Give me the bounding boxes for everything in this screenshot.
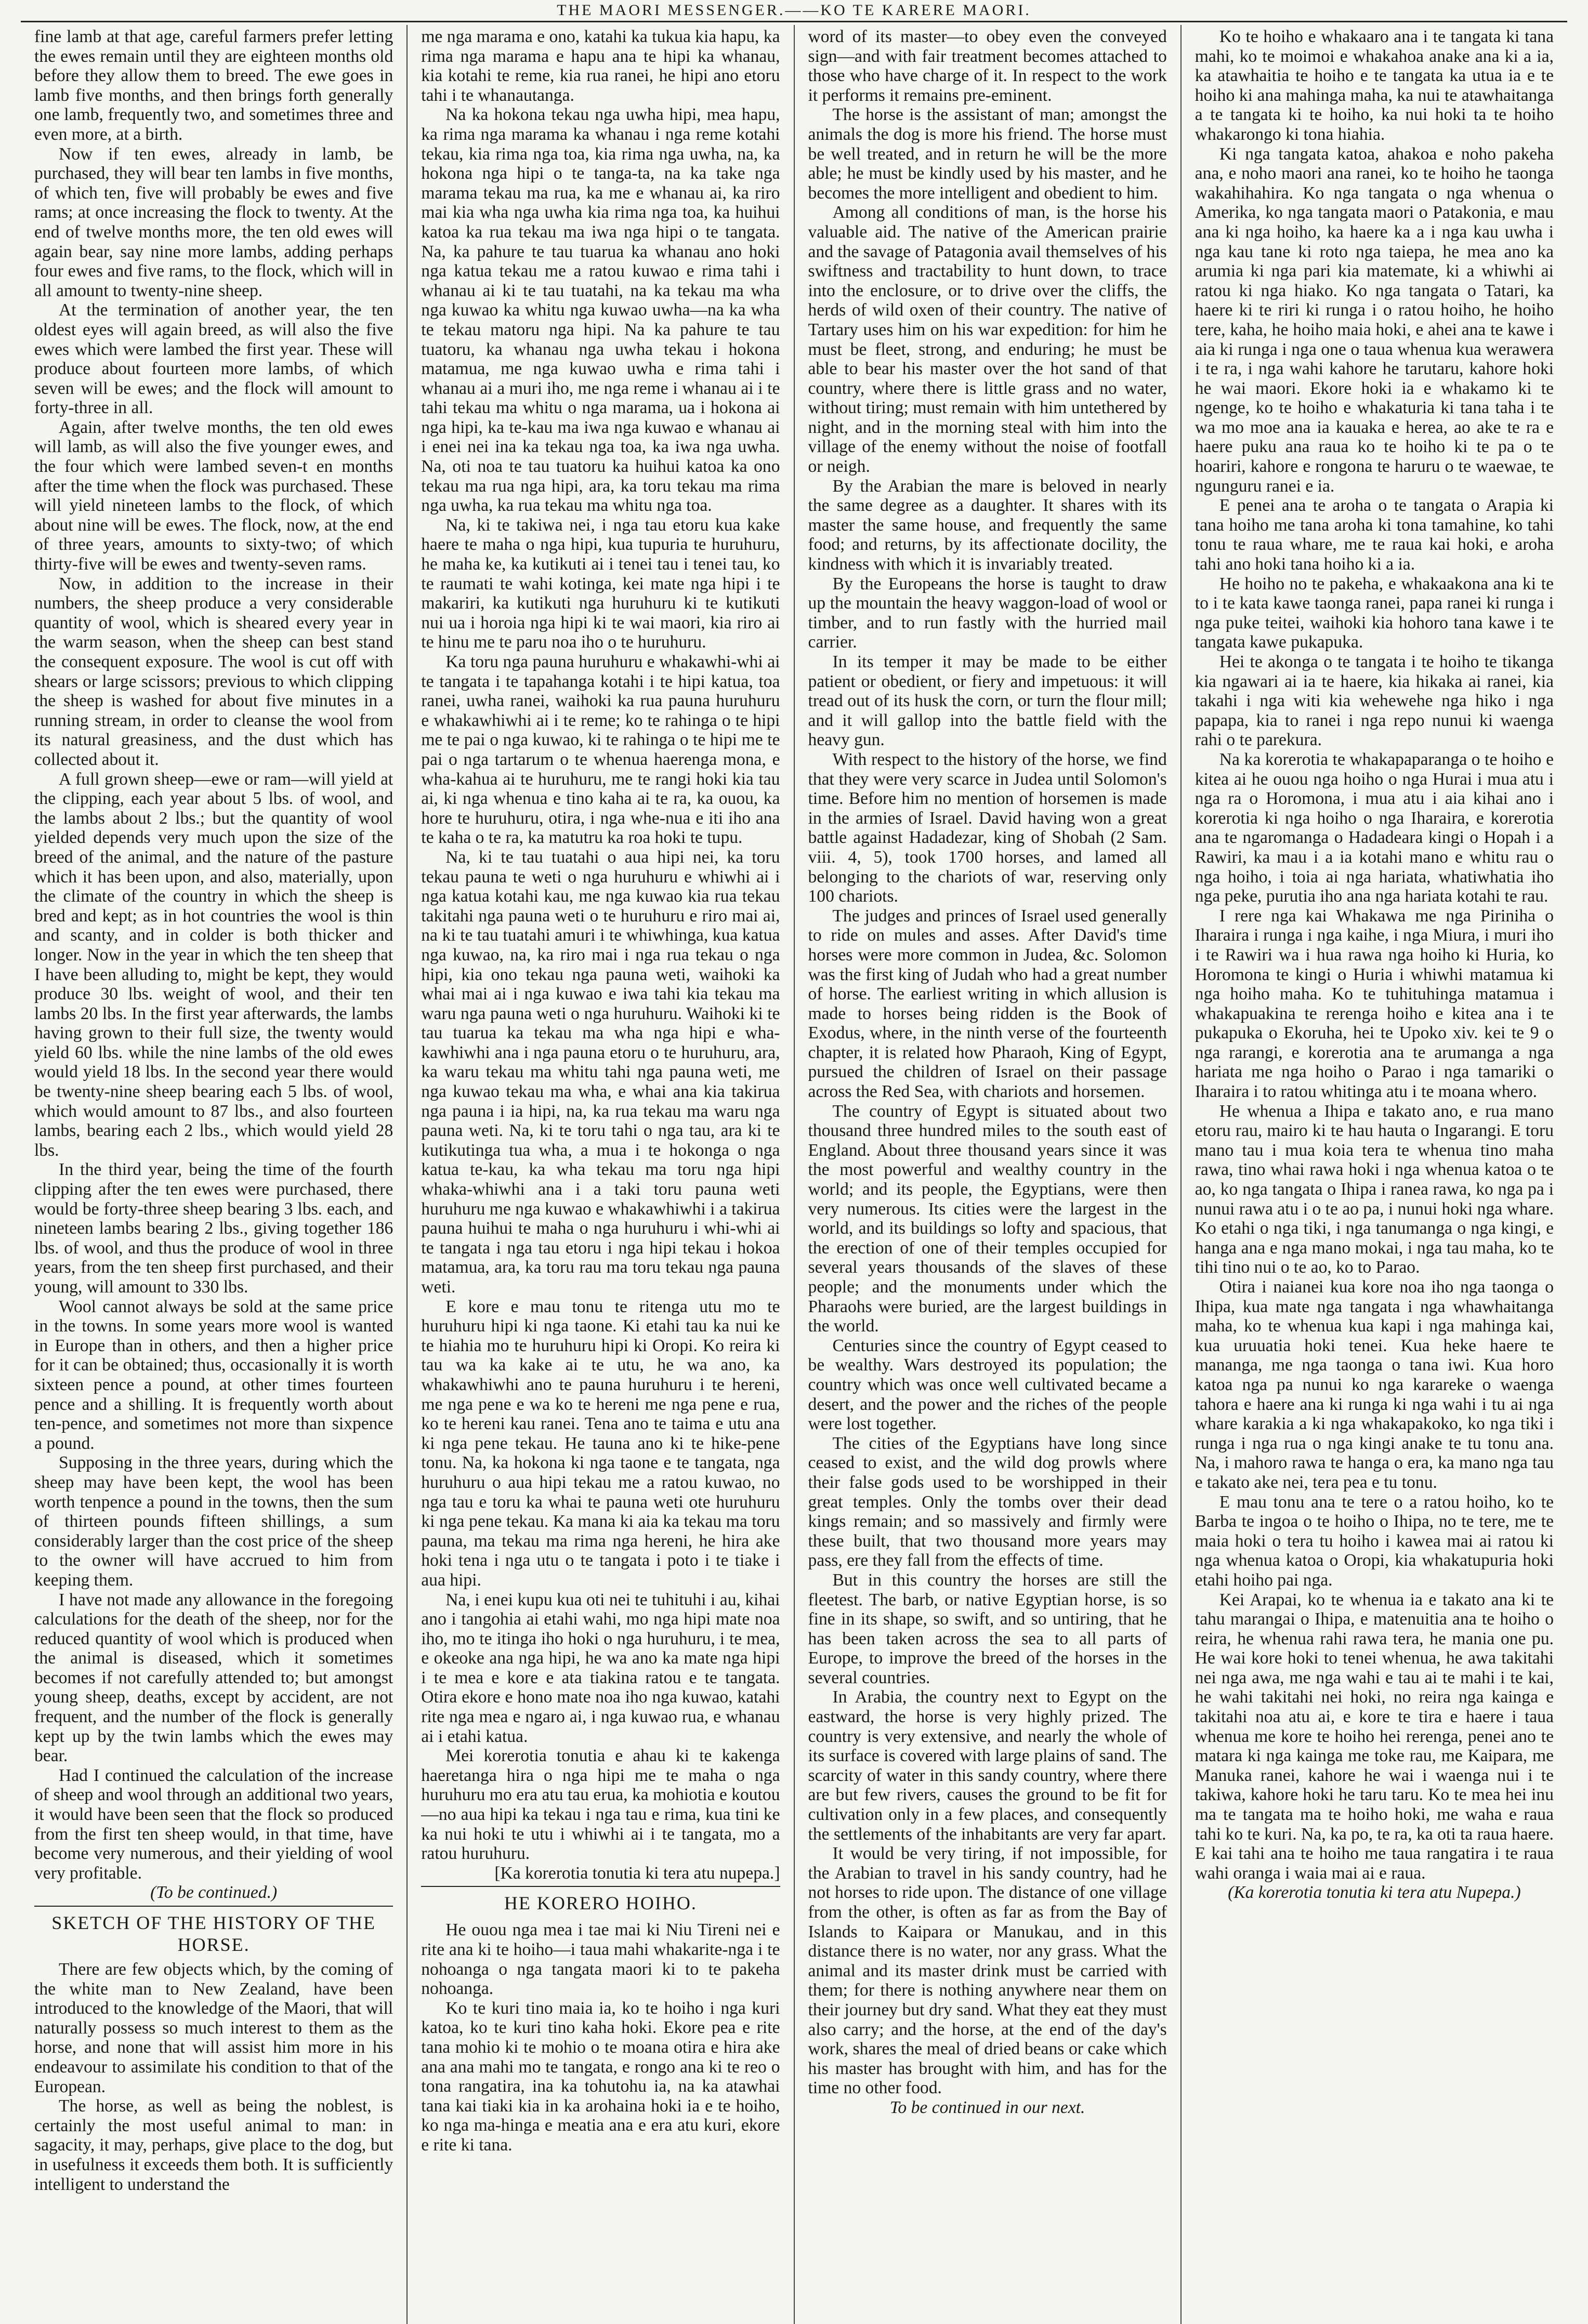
paragraph: Otira i naianei kua kore noa iho nga taonga o Ihipa, kua mate nga tangata i nga whawhaitanga maha, ko te whenua kua kapi i nga mahinga kai, kua uruuatia hoki tenei. Kua heke haere te mananga, me nga taonga o tana iwi. Kua horo katoa nga pa nunui ko nga karareke o waenga tahora e haere ana ki runga ki nga wahi i tu ai nga whare karakia a ki nga whakapakoko, ko nga tiki i runga i nga rua o nga kingi anake te tu tonu ana. Na, i mahoro rawa te hanga o era, ka mano nga tau e takato ake nei, tera pea e tu tonu. xyxy=(1195,1277,1554,1492)
paragraph: It would be very tiring, if not impossible, for the Arabian to travel in his sandy country, had he not horses to ride upon. The distance of one village from the other, is often as far as from the Bay of Islands to Kaipara or Manukau, and in this distance there is no water, nor any grass. What the animal and its master drink must be carried with them; for there is nothing anywhere near them on their journey but dry sand. What they eat they must also carry; and the horse, at the end of the day's work, shares the meal of dried beans or cake which his master has brought with him, and has for the time no other food. xyxy=(808,1844,1167,2098)
column-1 xyxy=(21,25,408,2324)
paragraph: Ka toru nga pauna huruhuru e whakawhi-whi ai te tangata i te tapahanga kotahi i te hipi katua, toa ranei, uwha ranei, waihoki ka rua pauna huruhuru e whakawhiwhi ai i te reme; ko te rahinga o te hipi me te pai o nga kuwao, ki te rahinga o te hipi me te pai o nga tartarum o te whenua haerenga mona, e wha-kahua ai te huruhuru, me te rangi hoki kia tau ai, ki nga whenua e tino kaha ai te ra, ka ouou, ka hore te huruhuru, otira, i nga whe-nua e iti iho ana te kaha o te ra, ka matutru ka roa hoki te tupu. xyxy=(421,652,780,848)
paragraph: The country of Egypt is situated about two thousand three hundred miles to the south east of England. About three thousand years since it was the most powerful and wealthy country in the world; and its people, the Egyptians, were then very numerous. Its cities were the largest in the world, and its buildings so lofty and spacious, that the erection of one of their temples occupied for several years thousands of the slaves of these people; and the monuments under which the Pharaohs were buried, are the largest buildings in the world. xyxy=(808,1101,1167,1336)
paragraph: I have not made any allowance in the foregoing calculations for the death of the sheep, nor for the reduced quantity of wool which is produced when the animal is diseased, which it sometimes becomes if not carefully attended to; but amongst young sheep, deaths, except by accident, are not frequent, and the number of the flock is generally kept up by the twin lambs which the ewes may bear. xyxy=(34,1590,393,1766)
paragraph: By the Europeans the horse is taught to draw up the mountain the heavy waggon-load of wool or timber, and to run fastly with the hurried mail carrier. xyxy=(808,574,1167,652)
paragraph: fine lamb at that age, careful farmers prefer letting the ewes remain until they are eighteen months old before they allow them to breed. The ewe goes in lamb five months, and then brings forth generally one lamb, frequently two, and sometimes three and even more, at a birth. xyxy=(34,27,393,144)
paragraph: Centuries since the country of Egypt ceased to be wealthy. Wars destroyed its population; the country which was once well cultivated became a desert, and the power and the riches of the people were lost together. xyxy=(808,1336,1167,1434)
paragraph: Kei Arapai, ko te whenua ia e takato ana ki te tahu marangai o Ihipa, e matenuitia ana te hoiho o reira, he whenua rahi rawa tera, he mania one pu. He wai kore hoki to tenei whenua, he awa takitahi nei nga awa, me nga wahi e tau ai te mahi i te kai, he wahi takitahi nei hoki, no reira nga kainga e takitahi noa atu ai, e kore te tira e haere i taua whenua me kore te hoiho hei rerenga, penei ano te matara ki nga kainga me toke rau, me Kaipara, me Manuka ranei, kahore he wai i waenga nui i te takiwa, kahore hoki he taru taru. Ko te mea hei inu ma te tangata ma te hoiho hoki, me waha e raua tahi ko te kuri. Na, ka po, te ra, ka oti ta raua haere. E kai tahi ana te hoiho me taua rangatira i te raua wahi oranga i waia mai ai e raua. xyxy=(1195,1590,1554,1883)
paragraph: me nga marama e ono, katahi ka tukua kia hapu, ka rima nga marama e hapu ana te hipi ka whanau, kia kotahi te reme, kia rua ranei, he hipi ano etoru tahi i te whanautanga. xyxy=(421,27,780,105)
paragraph: E kore e mau tonu te ritenga utu mo te huruhuru hipi ki nga taone. Ki etahi tau ka nui ke te hiahia mo te huruhuru hipi ki Oropi. Ko reira ki tau wa ka kake ai te utu, he wa ano, ka whakawhiwhi ano te pauna huruhuru i te hereni, me nga pene e wa ko te hereni me nga pene e rua, ko te hereni kau ranei. Tena ano te taima e utu ana ki nga pene tekau. He tauna ano ki te hike-pene tonu. Na, ka hokona ki nga taone e te tangata, nga huruhuru o aua hipi tekau me a ratou kuwao, no nga tau e toru ka whai te pauna weti ote huruhuru ki nga pene tekau. Ka mana ki aia ka tekau ma toru pauna, ma tekau ma rima nga hereni, he hira ake hoki tena i nga utu o te tangata i poto i te tiake i aua hipi. xyxy=(421,1297,780,1590)
paragraph: Supposing in the three years, during which the sheep may have been kept, the wool has been worth tenpence a pound in the towns, then the sum of thirteen pounds fifteen shillings, a sum considerably larger than the cost price of the sheep to the owner will have accrued to him from keeping them. xyxy=(34,1453,393,1590)
article-heading-horse: SKETCH OF THE HISTORY OF THE HORSE. xyxy=(51,1912,376,1955)
continued-note: To be continued in our next. xyxy=(889,2097,1085,2117)
paragraph: Ki nga tangata katoa, ahakoa e noho pakeha ana, e noho maori ana ranei, ko te hoiho he taonga wakahihahira. Ko nga tangata o nga whenua o Amerika, ko nga tangata maori o Patakonia, e mau ana ki nga hoiho, ka haere ka a i nga kau uwha i nga kau tane ki roto nga taiepa, he mea ano ka arumia ki nga pari kia matemate, ki a whiwhi ai ratou ki nga hiako. Ko nga tangata o Tatari, ka haere ki te riri ki runga i o ratou hoiho, he hoiho tere, kaha, he hoiho maia hoki, e ahei ana te kawe i aia ki runga i nga one o taua whenua kua werawera i te ra, i nga wahi kahore he tarutaru, kahore hoki he wai maori. Ekore hoki ia e whakamo ki te ngenge, ko te hoiho e whakaturia ki tana taha i te wa mo moe ana ia kauaka e herea, ao ake te ra e haere puku ana raua ko te hoiho ki te pa o te hoariri, kahore e rongona te haruru o te waewae, te ngunguru ranei e ia. xyxy=(1195,144,1554,496)
columns xyxy=(21,25,1567,2324)
paragraph: The horse is the assistant of man; amongst the animals the dog is more his friend. The horse must be well treated, and in return he will be the more able; he must be kindly used by his master, and he becomes the more intelligent and obedient to him. xyxy=(808,105,1167,203)
paragraph: Ko te hoiho e whakaaro ana i te tangata ki tana mahi, ko te moimoi e whakahoa anake ana ki a ia, ka atawhaitia te hoiho e te tangata ka utua ia e te hoiho ki ana mahinga maha, ka nui te atawhaitanga a te tangata ki te hoiho, ka nui hoki ta te hoiho whakarongo ki tona hiahia. xyxy=(1195,27,1554,144)
paragraph: In Arabia, the country next to Egypt on the eastward, the horse is very highly prized. The country is very extensive, and nearly the whole of its surface is covered with large plains of sand. The scarcity of water in this sandy country, where there are but few rivers, causes the ground to be fit for cultivation only in a few places, and consequently the settlements of the inhabitants are very far apart. xyxy=(808,1687,1167,1844)
paragraph: Again, after twelve months, the ten old ewes will lamb, as will also the five younger ewes, and the four which were lambed seven-t en months after the time when the flock was purchased. These will yield nineteen lambs to the flock, of which about nine will be ewes. The flock, now, at the end of three years, amounts to sixty-two; of which thirty-five will be ewes and twenty-seven rams. xyxy=(34,417,393,574)
masthead: THE MAORI MESSENGER.——KO TE KARERE MAORI. xyxy=(21,0,1567,22)
paragraph: Wool cannot always be sold at the same price in the towns. In some years more wool is wanted in Europe than in others, and then a higher price for it can be obtained; thus, occasionally it is worth sixteen pence a pound, at other times fourteen pence and a shilling. It is frequently worth about ten-pence, and sometimes not more than sixpence a pound. xyxy=(34,1297,393,1453)
article-heading-hoiho: HE KORERO HOIHO. xyxy=(504,1893,697,1914)
paragraph: In the third year, being the time of the fourth clipping after the ten ewes were purchased, there would be forty-three sheep bearing 3 lbs. each, and nineteen lambs bearing 2 lbs., giving together 186 lbs. of wool, and thus the produce of wool in three years, from the ten sheep first purchased, and their young, will amount to 330 lbs. xyxy=(34,1160,393,1297)
paragraph: Hei te akonga o te tangata i te hoiho te tikanga kia ngawari ai ia te haere, kia hikaka ai ranei, kia takahi i nga witi kia wehewehe nga hiko i nga papapa, kia to ranei i nga repo nunui ki waenga rahi o te parekura. xyxy=(1195,652,1554,750)
paragraph: The horse, as well as being the noblest, is certainly the most useful animal to man: in sagacity, it may, perhaps, give place to the dog, but in usefulness it exceeds them both. It is sufficiently intelligent to understand the xyxy=(34,2096,393,2194)
paragraph: Now if ten ewes, already in lamb, be purchased, they will bear ten lambs in five months, of which ten, five will probably be ewes and five rams; at once increasing the flock to twenty. At the end of twelve months more, the ten old ewes will again bear, say nine more lambs, adding perhaps four ewes and five rams, to the flock, which will in all amount to twenty-nine sheep. xyxy=(34,144,393,300)
section-divider xyxy=(34,1906,393,1907)
paragraph: Now, in addition to the increase in their numbers, the sheep produce a very considerable quantity of wool, which is sheared every year in the warm season, when the sheep can best stand the consequent exposure. The wool is cut off with shears or large scissors; previous to which clipping the sheep is washed for about five minutes in a running stream, in order to cleanse the wool from its natural greasiness, and the dust which has collected about it. xyxy=(34,574,393,769)
paragraph: Na ka korerotia te whakapaparanga o te hoiho e kitea ai he ouou nga hoiho o nga Hurai i mua atu i nga ra o Horomona, i mua atu i aia kihai ano i korerotia ki nga hoiho o nga Iharaira, e korerotia ana te ngaromanga o Hadadeara kingi o Hopah i a Rawiri, ka mau i a ia kotahi mano e whitu rau o nga hoiho, i toia ai nga hariata, whatiwhatia iho nga peke, purutia iho ana nga hariata kotahi te rau. xyxy=(1195,749,1554,906)
paragraph: E mau tonu ana te tere o a ratou hoiho, ko te Barba te ingoa o te hoiho o Ihipa, no te tere, me te maia hoki o tera tu hoiho i kawea mai ai ratou ki nga whenua katoa o Oropi, kia whakatupuria hoki etahi hoiho pai nga. xyxy=(1195,1492,1554,1590)
paragraph: A full grown sheep—ewe or ram—will yield at the clipping, each year about 5 lbs. of wool, and the lambs about 2 lbs.; but the quantity of wool yielded depends very much upon the size of the breed of the animal, and the nature of the pasture which it has been upon, and also, materially, upon the climate of the country in which the sheep is bred and kept; as in hot countries the wool is thin and scanty, and in colder is both thicker and longer. Now in the year in which the ten sheep that I have been alluding to, might be kept, they would produce 30 lbs. weight of wool, and their ten lambs 20 lbs. In the first year afterwards, the lambs having grown to their full size, the twenty would yield 60 lbs. while the nine lambs of the old ewes would yield 18 lbs. In the second year there would be twenty-nine sheep bearing each 5 lbs. of wool, which would amount to 87 lbs., and also fourteen lambs, bearing each 2 lbs., which would yield 28 lbs. xyxy=(34,769,393,1160)
paragraph: He hoiho no te pakeha, e whakaakona ana ki te to i te kata kawe taonga ranei, papa ranei ki runga i nga puke teitei, waihoki kia hohoro tana kawe i te tangata kawe pukapuka. xyxy=(1195,574,1554,652)
paragraph: With respect to the history of the horse, we find that they were very scarce in Judea until Solomon's time. Before him no mention of horsemen is made in the armies of Israel. David having won a great battle against Hadadezar, king of Shobah (2 Sam. viii. 4, 5), took 1700 horses, and lamed all belonging to the chariots of war, reserving only 100 chariots. xyxy=(808,749,1167,906)
paragraph: In its temper it may be made to be either patient or obedient, or fiery and impetuous: it will tread out of its husk the corn, or turn the flour mill; and it will gallop into the battle field with the heavy gun. xyxy=(808,652,1167,750)
paragraph: Mei korerotia tonutia e ahau ki te kakenga haeretanga hira o nga hipi me te maha o nga huruhuru mo era atu tau erua, ka mohiotia e koutou—no aua hipi ka tekau i nga tau e rima, kua tini ke ka nui hoki te utu i whiwhi ai i te tangata, mo a ratou huruhuru. xyxy=(421,1746,780,1864)
paragraph: There are few objects which, by the coming of the white man to New Zealand, have been introduced to the knowledge of the Maori, that will naturally possess so much interest to them as the horse, and none that will assist him more in his endeavour to assimilate his condition to that of the European. xyxy=(34,1960,393,2096)
paragraph: Na, ki te tau tuatahi o aua hipi nei, ka toru tekau pauna te weti o nga huruhuru e whiwhi ai i nga katua kotahi kau, me nga kuwao kia rua tekau takitahi nga pauna weti o te huruhuru e riro mai ai, na ki te tau tuatahi amuri i te whiwhinga, kua katua nga kuwao, na, ka riro mai i nga rua tekau o nga hipi, kia ono tekau nga pauna weti, waihoki ka whai mai ai i nga kuwao e iwa tahi kia tekau ma waru nga pauna weti o nga huruhuru. Waihoki ki te tau tuarua ka tekau ma wha nga hipi e wha-kawhiwhi ana i nga pauna etoru o te huruhuru, ara, ka waru tekau ma whitu tahi nga pauna weti, me nga kuwao tekau ma wha, e whai ana kia takirua nga pauna i ia hipi, na, ka rua tekau ma waru nga pauna weti. Na, ki te toru tahi o nga tau, ara ki te kutikutinga tua wha, a mua i te hokonga o nga katua te-kau, ka wha tekau ma toru nga hipi whaka-whiwhi ana i a taki toru pauna weti huruhuru me nga kuwao e whakawhiwhi i a takirua pauna huihui te maha o nga huruhuru i whi-whi ai te tangata i nga tau etoru i nga hipi tekau i hokoa matamua, ara, ka toru rau ma toru tekau nga pauna weti. xyxy=(421,847,780,1297)
paragraph: I rere nga kai Whakawa me nga Pirinihа o Iharaira i runga i nga kaihe, i nga Miura, i muri iho i te Rawiri wa i hua rawa nga hoiho ki Huria, ko Horomona te kingi o Huria i whiwhi matamua ki nga hoiho maha. Ko te tuhituhinga matamua i whakapuakina te rerenga hoiho e kitea ana i te pukapuka o Ekoruha, hei te Upoko xiv. kei te 9 o nga rarangi, e korerotia ana te arumanga a nga hariata me nga hoiho o Parao i nga tamariki o Iharaira i to ratou whitinga atu i te moana whero. xyxy=(1195,906,1554,1102)
paragraph: Among all conditions of man, is the horse his valuable aid. The native of the American prairie and the savage of Patagonia avail themselves of his swiftness and tractability to hunt down, to trace into the enclosure, or to drive over the cliffs, the herds of wild oxen of their country. The native of Tartary uses him on his war expedition: for him he must be fleet, strong, and enduring; he must be able to bear his master over the hot sand of that country, where there is little grass and no water, without tiring; must remain with him untethered by night, and in the morning steal with him into the village of the enemy without the noise of footfall or neigh. xyxy=(808,203,1167,477)
paragraph: Had I continued the calculation of the increase of sheep and wool through an additional two years, it would have been seen that the flock so produced from the first ten sheep would, in that time, have become very numerous, and their yielding of wool very profitable. xyxy=(34,1765,393,1883)
paragraph: Na ka hokona tekau nga uwha hipi, mea hapu, ka rima nga marama ka whanau i nga reme kotahi tekau, kia rima nga toa, kia rima nga uwha, na, ka hokona nga hipi o te tanga-ta, na ka take nga marama tekau ma rua, ka me e whanau ai, ka riro mai kia wha nga uwha kia rima nga toa, ka huihui katoa ka rua tekau ma iwa nga hipi o te tangata. Na, ka pahure te tau tuarua ka whanau ano hoki nga katua tekau me a ratou kuwao e rima tahi i whanau ai ki te tau tuatahi, na ka tekau ma wha nga kuwao ka whitu nga kuwao uwha—na ka wha te tekau matoru nga hipi. Na ka pahure te tau tuatoru, ka whanau nga uwha tekau i hokona matamua, me nga kuwao uwha e rima tahi i whanau ai a muri iho, me nga reme i whanau ai i te tahi tekau ma whitu o nga marama, ua i hokona ai nga hipi, ka te-kau ma iwa nga kuwao e whanau ai i enei nei ina ka tekau nga toa, ka iwa nga uwha. Na, oti noa te tau tuatoru ka huihui katoa ka ono tekau ma rua nga hipi, ara, ka toru tekau ma rima nga uwha, ka rua tekau ma whitu nga toa. xyxy=(421,105,780,516)
column-3 xyxy=(795,25,1182,2324)
paragraph: By the Arabian the mare is beloved in nearly the same degree as a daughter. It shares with its master the same house, and frequently the same food; and returns, by its affectionate docility, the kindness with which it is invariably treated. xyxy=(808,476,1167,574)
section-divider xyxy=(421,1886,780,1887)
paragraph: The judges and princes of Israel used generally to ride on mules and asses. After David's time horses were more common in Judea, &c. Solomon was the first king of Judah who had a great number of horse. The earliest writing in which allusion is made to horses being ridden is the Book of Exodus, where, in the ninth verse of the fourteenth chapter, it is related how Pharaoh, King of Egypt, pursued the children of Israel on their passage across the Red Sea, with chariots and horsemen. xyxy=(808,906,1167,1102)
paragraph: He whenua a Ihipa e takato ano, e rua mano etoru rau, mairo ki te hau hauta o Ingarangi. E toru mano tau i mua koia tera te whenua tino maha rawa, tino whai rawa hoki i nga whenua katoa o te ao, ko nga tangata o Ihipa i ranea rawa, ko nga pa i nunui rawa atu i o te ao pa, i nunui hoki nga whare. Ko etahi o nga tiki, i nga tanumanga o nga kingi, e hanga ana e nga mano mokai, i nga tau maha, ko te tihi tino nui o te ao, ko to Parao. xyxy=(1195,1101,1554,1277)
paragraph: Na, ki te takiwa nei, i nga tau etoru kua kake haere te maha o nga hipi, kua tupuria te huruhuru, he maha ke, ka kutikuti ai i tenei tau i tenei tau, ko te raumati te wahi kotinga, kei mate nga hipi i te makariri, ka kutikuti nga huruhuru ki te kutikuti nui ua i horoia nga hipi ki te wai maori, kia riro ai te hinu me te paru noa iho o te huruhuru. xyxy=(421,515,780,652)
paragraph: At the termination of another year, the ten oldest eyes will again breed, as will also the five ewes which were lambed the first year. These will produce about fourteen more lambs, of which seven will be ewes; and the flock will amount to forty-three in all. xyxy=(34,300,393,418)
column-4 xyxy=(1182,25,1567,2324)
paragraph: Na, i enei kupu kua oti nei te tuhituhi i au, kihai ano i tangohia ai etahi wahi, mo nga hipi mate noa iho, mo te itinga iho hoki o nga huruhuru, i te mea, e okeoke ana nga hipi, he wa ano ka mate nga hipi i te mea e kore e ata tiakina ratou e te tangata. Otira ekore e hono mate noa iho nga kuwao, katahi rite nga mea e ngaro ai, i nga kuwao rua, e whanau ai i etahi katua. xyxy=(421,1590,780,1746)
paragraph: He ouou nga mea i tae mai ki Niu Tireni nei e rite ana ki te hoiho—i taua mahi whakarite-nga i te nohoanga o nga tangata maori ki to te pakeha nohoanga. xyxy=(421,1920,780,1999)
continued-note: (To be continued.) xyxy=(150,1883,278,1903)
paragraph: E penei ana te aroha o te tangata o Arapia ki tana hoiho me tana aroha ki tona tamahine, ko tahi tonu te raua whare, me te raua kai hoki, e aroha tahi ano hoki tana hoiho ki a ia. xyxy=(1195,496,1554,574)
paragraph: Ko te kuri tino maia ia, ko te hoiho i nga kuri katoa, ko te kuri tino kaha hoki. Ekore pea e rite tana mohio ki te mohio o te moana otira e hira ake ana ana mahi mo te tangata, e rongo ana ki te reo o tona rangatira, ina ka tohutohu ia, na ka atawhai tana kai tiaki kia in ka arohaina hoki ia e te hoiho, ko nga ma-hinga e meatia ana e era atu kuri, ekore e rite ki tana. xyxy=(421,1998,780,2155)
continued-note: [Ka korerotia tonutia ki tera atu nupepa.] xyxy=(494,1863,780,1883)
paragraph: word of its master—to obey even the conveyed sign—and with fair treatment becomes attached to those who have charge of it. In respect to the work it performs it remains pre-eminent. xyxy=(808,27,1167,105)
paragraph: The cities of the Egyptians have long since ceased to exist, and the wild dog prowls where their false gods used to be worshipped in their great temples. Only the tombs over their dead kings remain; and so massively and firmly were these built, that two thousand more years may pass, ere they fall from the effects of time. xyxy=(808,1433,1167,1570)
column-2 xyxy=(408,25,794,2324)
continued-note: (Ka korerotia tonutia ki tera atu Nupepa.) xyxy=(1228,1883,1521,1903)
paragraph: But in this country the horses are still the fleetest. The barb, or native Egyptian horse, is so fine in its shape, so swift, and so untiring, that he has been taken across the sea to all parts of Europe, to improve the breed of the horses in the several countries. xyxy=(808,1570,1167,1687)
